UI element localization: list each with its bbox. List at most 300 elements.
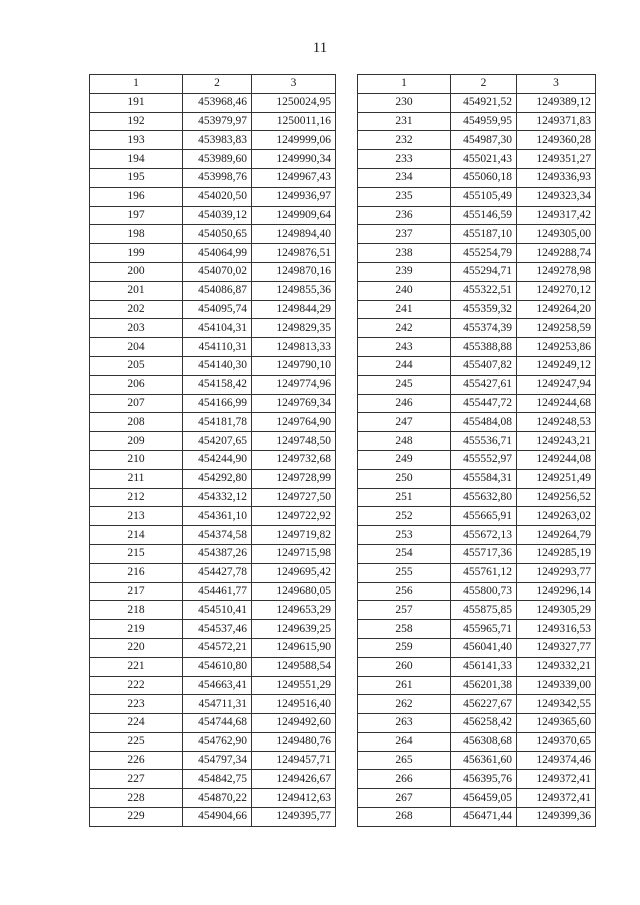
table-row [358, 469, 596, 488]
y-coordinate-cell: 1249870,16 [252, 262, 336, 281]
point-number-cell: 241 [358, 300, 451, 319]
point-number-cell: 221 [90, 657, 183, 676]
x-coordinate-cell: 453979,97 [183, 112, 252, 131]
x-coordinate-cell: 454610,80 [183, 657, 252, 676]
x-coordinate-cell: 455484,08 [451, 413, 517, 432]
coordinates-table-left [89, 74, 336, 827]
x-coordinate-cell: 454207,65 [183, 432, 252, 451]
column-header-number: 1 [358, 75, 451, 94]
table-row [90, 732, 336, 751]
x-coordinate-cell: 455146,59 [451, 206, 517, 225]
y-coordinate-cell: 1249342,55 [517, 695, 596, 714]
x-coordinate-cell: 454332,12 [183, 488, 252, 507]
table-row [90, 93, 336, 112]
y-coordinate-cell: 1249999,06 [252, 131, 336, 150]
point-number-cell: 243 [358, 338, 451, 357]
point-number-cell: 235 [358, 187, 451, 206]
x-coordinate-cell: 455388,88 [451, 338, 517, 357]
table-row [90, 714, 336, 733]
y-coordinate-cell: 1249317,42 [517, 206, 596, 225]
y-coordinate-cell: 1249293,77 [517, 563, 596, 582]
point-number-cell: 245 [358, 375, 451, 394]
table-row [90, 338, 336, 357]
point-number-cell: 223 [90, 695, 183, 714]
x-coordinate-cell: 454181,78 [183, 413, 252, 432]
x-coordinate-cell: 455254,79 [451, 244, 517, 263]
x-coordinate-cell: 454842,75 [183, 770, 252, 789]
table-row [358, 262, 596, 281]
table-row [358, 526, 596, 545]
x-coordinate-cell: 456471,44 [451, 808, 517, 827]
point-number-cell: 208 [90, 413, 183, 432]
y-coordinate-cell: 1249395,77 [252, 808, 336, 827]
x-coordinate-cell: 454292,80 [183, 469, 252, 488]
y-coordinate-cell: 1249774,96 [252, 375, 336, 394]
table-row [90, 601, 336, 620]
x-coordinate-cell: 453998,76 [183, 168, 252, 187]
y-coordinate-cell: 1249374,46 [517, 751, 596, 770]
x-coordinate-cell: 454070,02 [183, 262, 252, 281]
table-row [90, 300, 336, 319]
point-number-cell: 224 [90, 714, 183, 733]
point-number-cell: 203 [90, 319, 183, 338]
point-number-cell: 213 [90, 507, 183, 526]
table-row [90, 695, 336, 714]
point-number-cell: 222 [90, 676, 183, 695]
y-coordinate-cell: 1249285,19 [517, 544, 596, 563]
x-coordinate-cell: 454572,21 [183, 638, 252, 657]
x-coordinate-cell: 454064,99 [183, 244, 252, 263]
table-row [358, 319, 596, 338]
table-row [90, 206, 336, 225]
y-coordinate-cell: 1249316,53 [517, 620, 596, 639]
point-number-cell: 251 [358, 488, 451, 507]
x-coordinate-cell: 454166,99 [183, 394, 252, 413]
point-number-cell: 263 [358, 714, 451, 733]
table-row [90, 356, 336, 375]
y-coordinate-cell: 1249251,49 [517, 469, 596, 488]
point-number-cell: 257 [358, 601, 451, 620]
table-row [358, 432, 596, 451]
y-coordinate-cell: 1249372,41 [517, 789, 596, 808]
point-number-cell: 206 [90, 375, 183, 394]
table-row [358, 714, 596, 733]
point-number-cell: 194 [90, 150, 183, 169]
point-number-cell: 210 [90, 450, 183, 469]
point-number-cell: 192 [90, 112, 183, 131]
y-coordinate-cell: 1249492,60 [252, 714, 336, 733]
y-coordinate-cell: 1249305,29 [517, 601, 596, 620]
point-number-cell: 202 [90, 300, 183, 319]
table-row [358, 601, 596, 620]
y-coordinate-cell: 1249728,99 [252, 469, 336, 488]
table-row [358, 789, 596, 808]
point-number-cell: 234 [358, 168, 451, 187]
point-number-cell: 237 [358, 225, 451, 244]
y-coordinate-cell: 1249247,94 [517, 375, 596, 394]
x-coordinate-cell: 454711,31 [183, 695, 252, 714]
point-number-cell: 238 [358, 244, 451, 263]
y-coordinate-cell: 1249256,52 [517, 488, 596, 507]
y-coordinate-cell: 1249719,82 [252, 526, 336, 545]
point-number-cell: 248 [358, 432, 451, 451]
table-row [90, 112, 336, 131]
point-number-cell: 261 [358, 676, 451, 695]
x-coordinate-cell: 454537,46 [183, 620, 252, 639]
table-row [90, 375, 336, 394]
point-number-cell: 198 [90, 225, 183, 244]
point-number-cell: 220 [90, 638, 183, 657]
x-coordinate-cell: 454110,31 [183, 338, 252, 357]
table-row [358, 187, 596, 206]
x-coordinate-cell: 454461,77 [183, 582, 252, 601]
y-coordinate-cell: 1249551,29 [252, 676, 336, 695]
table-row [358, 751, 596, 770]
x-coordinate-cell: 454387,26 [183, 544, 252, 563]
point-number-cell: 259 [358, 638, 451, 657]
table-row [90, 544, 336, 563]
x-coordinate-cell: 455105,49 [451, 187, 517, 206]
y-coordinate-cell: 1249244,68 [517, 394, 596, 413]
y-coordinate-cell: 1250011,16 [252, 112, 336, 131]
x-coordinate-cell: 454427,78 [183, 563, 252, 582]
x-coordinate-cell: 455672,13 [451, 526, 517, 545]
table-row [90, 638, 336, 657]
x-coordinate-cell: 454959,95 [451, 112, 517, 131]
x-coordinate-cell: 454050,65 [183, 225, 252, 244]
table-row [90, 450, 336, 469]
y-coordinate-cell: 1249288,74 [517, 244, 596, 263]
point-number-cell: 240 [358, 281, 451, 300]
x-coordinate-cell: 454987,30 [451, 131, 517, 150]
y-coordinate-cell: 1249680,05 [252, 582, 336, 601]
point-number-cell: 232 [358, 131, 451, 150]
y-coordinate-cell: 1249936,97 [252, 187, 336, 206]
y-coordinate-cell: 1249990,34 [252, 150, 336, 169]
table-row [358, 770, 596, 789]
table-row [90, 676, 336, 695]
column-header-number: 1 [90, 75, 183, 94]
x-coordinate-cell: 454663,41 [183, 676, 252, 695]
x-coordinate-cell: 455965,71 [451, 620, 517, 639]
x-coordinate-cell: 455374,39 [451, 319, 517, 338]
x-coordinate-cell: 455021,43 [451, 150, 517, 169]
y-coordinate-cell: 1249305,00 [517, 225, 596, 244]
x-coordinate-cell: 455427,61 [451, 375, 517, 394]
x-coordinate-cell: 454797,34 [183, 751, 252, 770]
y-coordinate-cell: 1249371,83 [517, 112, 596, 131]
x-coordinate-cell: 454140,30 [183, 356, 252, 375]
y-coordinate-cell: 1249480,76 [252, 732, 336, 751]
point-number-cell: 247 [358, 413, 451, 432]
y-coordinate-cell: 1249372,41 [517, 770, 596, 789]
point-number-cell: 265 [358, 751, 451, 770]
x-coordinate-cell: 454510,41 [183, 601, 252, 620]
point-number-cell: 214 [90, 526, 183, 545]
y-coordinate-cell: 1249844,29 [252, 300, 336, 319]
y-coordinate-cell: 1249264,20 [517, 300, 596, 319]
table-row [358, 413, 596, 432]
table-row [90, 225, 336, 244]
x-coordinate-cell: 454374,58 [183, 526, 252, 545]
x-coordinate-cell: 454086,87 [183, 281, 252, 300]
point-number-cell: 262 [358, 695, 451, 714]
point-number-cell: 216 [90, 563, 183, 582]
table-row [90, 131, 336, 150]
y-coordinate-cell: 1249336,93 [517, 168, 596, 187]
table-row [358, 206, 596, 225]
point-number-cell: 233 [358, 150, 451, 169]
point-number-cell: 254 [358, 544, 451, 563]
table-row [90, 582, 336, 601]
y-coordinate-cell: 1249263,02 [517, 507, 596, 526]
page-number: 11 [312, 40, 328, 56]
x-coordinate-cell: 455717,36 [451, 544, 517, 563]
point-number-cell: 230 [358, 93, 451, 112]
point-number-cell: 225 [90, 732, 183, 751]
y-coordinate-cell: 1249253,86 [517, 338, 596, 357]
x-coordinate-cell: 455875,85 [451, 601, 517, 620]
x-coordinate-cell: 453983,83 [183, 131, 252, 150]
table-row [90, 620, 336, 639]
x-coordinate-cell: 454361,10 [183, 507, 252, 526]
y-coordinate-cell: 1249516,40 [252, 695, 336, 714]
x-coordinate-cell: 454762,90 [183, 732, 252, 751]
x-coordinate-cell: 454870,22 [183, 789, 252, 808]
point-number-cell: 236 [358, 206, 451, 225]
y-coordinate-cell: 1249248,53 [517, 413, 596, 432]
table-row [358, 657, 596, 676]
point-number-cell: 228 [90, 789, 183, 808]
table-row [90, 187, 336, 206]
y-coordinate-cell: 1249748,50 [252, 432, 336, 451]
y-coordinate-cell: 1249244,08 [517, 450, 596, 469]
table-row [358, 93, 596, 112]
y-coordinate-cell: 1249360,28 [517, 131, 596, 150]
x-coordinate-cell: 455060,18 [451, 168, 517, 187]
point-number-cell: 191 [90, 93, 183, 112]
column-header-y: 3 [252, 75, 336, 94]
x-coordinate-cell: 455584,31 [451, 469, 517, 488]
point-number-cell: 255 [358, 563, 451, 582]
table-row [90, 244, 336, 263]
y-coordinate-cell: 1249278,98 [517, 262, 596, 281]
table-row [90, 657, 336, 676]
point-number-cell: 209 [90, 432, 183, 451]
x-coordinate-cell: 454020,50 [183, 187, 252, 206]
x-coordinate-cell: 454104,31 [183, 319, 252, 338]
table-row [358, 338, 596, 357]
point-number-cell: 200 [90, 262, 183, 281]
point-number-cell: 250 [358, 469, 451, 488]
y-coordinate-cell: 1249727,50 [252, 488, 336, 507]
point-number-cell: 231 [358, 112, 451, 131]
y-coordinate-cell: 1249332,21 [517, 657, 596, 676]
y-coordinate-cell: 1249732,68 [252, 450, 336, 469]
x-coordinate-cell: 453989,60 [183, 150, 252, 169]
table-row [358, 300, 596, 319]
table-row [358, 808, 596, 827]
point-number-cell: 264 [358, 732, 451, 751]
x-coordinate-cell: 454158,42 [183, 375, 252, 394]
x-coordinate-cell: 454921,52 [451, 93, 517, 112]
y-coordinate-cell: 1249243,21 [517, 432, 596, 451]
y-coordinate-cell: 1249457,71 [252, 751, 336, 770]
x-coordinate-cell: 455322,51 [451, 281, 517, 300]
point-number-cell: 212 [90, 488, 183, 507]
column-header-x: 2 [183, 75, 252, 94]
y-coordinate-cell: 1249327,77 [517, 638, 596, 657]
x-coordinate-cell: 456227,67 [451, 695, 517, 714]
x-coordinate-cell: 455447,72 [451, 394, 517, 413]
table-row [90, 469, 336, 488]
table-row [90, 413, 336, 432]
y-coordinate-cell: 1249653,29 [252, 601, 336, 620]
y-coordinate-cell: 1249365,60 [517, 714, 596, 733]
y-coordinate-cell: 1249909,64 [252, 206, 336, 225]
y-coordinate-cell: 1249855,36 [252, 281, 336, 300]
y-coordinate-cell: 1249351,27 [517, 150, 596, 169]
table-row [90, 281, 336, 300]
point-number-cell: 218 [90, 601, 183, 620]
table-row [90, 789, 336, 808]
point-number-cell: 268 [358, 808, 451, 827]
table-row [358, 544, 596, 563]
y-coordinate-cell: 1249296,14 [517, 582, 596, 601]
point-number-cell: 266 [358, 770, 451, 789]
table-row [358, 676, 596, 695]
y-coordinate-cell: 1249829,35 [252, 319, 336, 338]
table-row [358, 582, 596, 601]
point-number-cell: 267 [358, 789, 451, 808]
point-number-cell: 256 [358, 582, 451, 601]
table-row [358, 450, 596, 469]
x-coordinate-cell: 456459,05 [451, 789, 517, 808]
x-coordinate-cell: 454904,66 [183, 808, 252, 827]
point-number-cell: 205 [90, 356, 183, 375]
y-coordinate-cell: 1249339,00 [517, 676, 596, 695]
point-number-cell: 244 [358, 356, 451, 375]
table-row [358, 244, 596, 263]
x-coordinate-cell: 455552,97 [451, 450, 517, 469]
y-coordinate-cell: 1249412,63 [252, 789, 336, 808]
table-row [90, 770, 336, 789]
x-coordinate-cell: 456201,38 [451, 676, 517, 695]
coordinates-table-right [357, 74, 596, 827]
y-coordinate-cell: 1249715,98 [252, 544, 336, 563]
point-number-cell: 217 [90, 582, 183, 601]
table-row [358, 281, 596, 300]
y-coordinate-cell: 1249258,59 [517, 319, 596, 338]
table-row [90, 262, 336, 281]
table-header-row [90, 75, 336, 94]
y-coordinate-cell: 1249270,12 [517, 281, 596, 300]
y-coordinate-cell: 1249967,43 [252, 168, 336, 187]
y-coordinate-cell: 1249615,90 [252, 638, 336, 657]
table-row [90, 432, 336, 451]
y-coordinate-cell: 1249426,67 [252, 770, 336, 789]
table-row [90, 507, 336, 526]
column-header-x: 2 [451, 75, 517, 94]
point-number-cell: 242 [358, 319, 451, 338]
table-row [358, 168, 596, 187]
x-coordinate-cell: 455632,80 [451, 488, 517, 507]
point-number-cell: 207 [90, 394, 183, 413]
table-row [358, 620, 596, 639]
table-row [358, 150, 596, 169]
x-coordinate-cell: 454039,12 [183, 206, 252, 225]
point-number-cell: 215 [90, 544, 183, 563]
y-coordinate-cell: 1249894,40 [252, 225, 336, 244]
x-coordinate-cell: 456258,42 [451, 714, 517, 733]
x-coordinate-cell: 454744,68 [183, 714, 252, 733]
x-coordinate-cell: 455761,12 [451, 563, 517, 582]
table-row [90, 488, 336, 507]
y-coordinate-cell: 1250024,95 [252, 93, 336, 112]
table-row [358, 507, 596, 526]
point-number-cell: 195 [90, 168, 183, 187]
x-coordinate-cell: 455536,71 [451, 432, 517, 451]
table-row [90, 168, 336, 187]
y-coordinate-cell: 1249389,12 [517, 93, 596, 112]
point-number-cell: 239 [358, 262, 451, 281]
x-coordinate-cell: 455407,82 [451, 356, 517, 375]
x-coordinate-cell: 455187,10 [451, 225, 517, 244]
point-number-cell: 252 [358, 507, 451, 526]
y-coordinate-cell: 1249639,25 [252, 620, 336, 639]
x-coordinate-cell: 456141,33 [451, 657, 517, 676]
x-coordinate-cell: 455359,32 [451, 300, 517, 319]
x-coordinate-cell: 453968,46 [183, 93, 252, 112]
table-row [90, 751, 336, 770]
point-number-cell: 229 [90, 808, 183, 827]
x-coordinate-cell: 456361,60 [451, 751, 517, 770]
y-coordinate-cell: 1249813,33 [252, 338, 336, 357]
point-number-cell: 211 [90, 469, 183, 488]
y-coordinate-cell: 1249722,92 [252, 507, 336, 526]
y-coordinate-cell: 1249769,34 [252, 394, 336, 413]
y-coordinate-cell: 1249764,90 [252, 413, 336, 432]
x-coordinate-cell: 455294,71 [451, 262, 517, 281]
x-coordinate-cell: 456395,76 [451, 770, 517, 789]
point-number-cell: 258 [358, 620, 451, 639]
x-coordinate-cell: 456308,68 [451, 732, 517, 751]
table-row [358, 375, 596, 394]
point-number-cell: 197 [90, 206, 183, 225]
y-coordinate-cell: 1249790,10 [252, 356, 336, 375]
point-number-cell: 260 [358, 657, 451, 676]
table-header-row [358, 75, 596, 94]
point-number-cell: 199 [90, 244, 183, 263]
y-coordinate-cell: 1249876,51 [252, 244, 336, 263]
point-number-cell: 253 [358, 526, 451, 545]
point-number-cell: 227 [90, 770, 183, 789]
table-row [358, 563, 596, 582]
y-coordinate-cell: 1249249,12 [517, 356, 596, 375]
table-row [358, 488, 596, 507]
table-row [358, 225, 596, 244]
table-row [358, 112, 596, 131]
y-coordinate-cell: 1249264,79 [517, 526, 596, 545]
table-row [358, 356, 596, 375]
x-coordinate-cell: 454095,74 [183, 300, 252, 319]
y-coordinate-cell: 1249588,54 [252, 657, 336, 676]
column-header-y: 3 [517, 75, 596, 94]
table-row [358, 394, 596, 413]
table-row [90, 150, 336, 169]
table-row [90, 526, 336, 545]
table-row [358, 638, 596, 657]
